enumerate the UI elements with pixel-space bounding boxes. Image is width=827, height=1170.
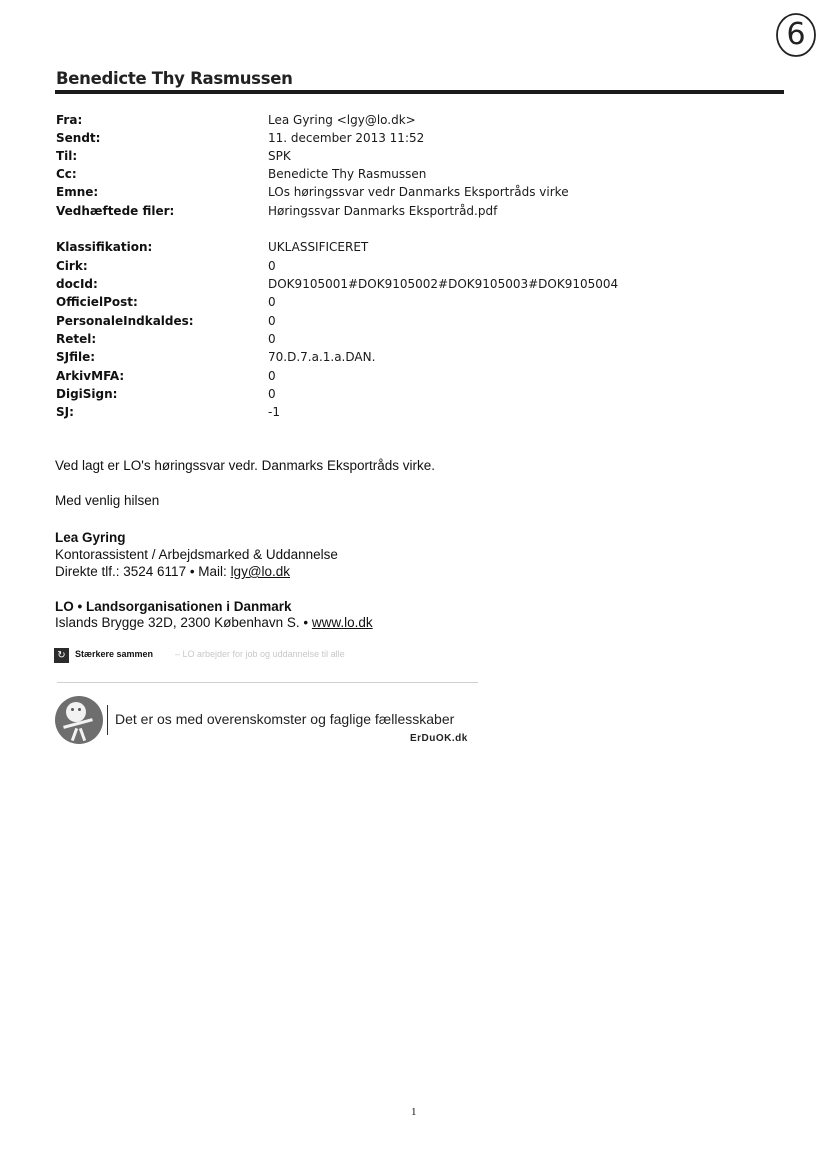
meta-label-officielpost: OfficielPost: xyxy=(56,295,138,309)
meta-value-cirk: 0 xyxy=(268,259,276,273)
signature-website-link[interactable]: www.lo.dk xyxy=(311,615,373,630)
field-value-to: SPK xyxy=(268,149,291,163)
field-label-subject: Emne: xyxy=(56,185,99,199)
signature-address: Islands Brygge 32D, 2300 København S. • xyxy=(55,615,312,630)
meta-value-officielpost: 0 xyxy=(268,295,276,309)
meta-value-arkivmfa: 0 xyxy=(268,369,276,383)
meta-label-cirk: Cirk: xyxy=(56,259,88,273)
signature-phone: Direkte tlf.: 3524 6117 • Mail: xyxy=(55,564,231,579)
campaign-site: ErDuOK.dk xyxy=(410,733,468,744)
field-value-subject: LOs høringssvar vedr Danmarks Eksportråds virke xyxy=(268,185,569,199)
field-label-from: Fra: xyxy=(56,113,83,127)
meta-value-docid: DOK9105001#DOK9105002#DOK9105003#DOK9105004 xyxy=(268,277,619,291)
meta-value-retel: 0 xyxy=(268,332,276,346)
meta-value-sjfile: 70.D.7.a.1.a.DAN. xyxy=(268,350,376,364)
meta-value-personaleindkaldes: 0 xyxy=(268,314,276,328)
field-label-to: Til: xyxy=(56,149,78,163)
meta-label-docid: docId: xyxy=(56,277,98,291)
message-body-line: Ved lagt er LO's høringssvar vedr. Danmarks Eksportråds virke. xyxy=(55,458,435,473)
erduok-logo-icon xyxy=(55,696,103,744)
page-mark-number: 6 xyxy=(786,17,806,52)
title-divider xyxy=(55,90,784,94)
signature-org: LO • Landsorganisationen i Danmark xyxy=(55,599,292,614)
banner-label: Stærkere sammen xyxy=(75,649,154,659)
signature-address-line xyxy=(55,615,373,630)
page-number: 1 xyxy=(411,1106,417,1118)
meta-value-sj: -1 xyxy=(268,405,280,419)
campaign-slogan: Det er os med overenskomster og faglige fællesskaber xyxy=(115,711,455,727)
handwritten-page-mark xyxy=(775,12,817,58)
meta-label-personaleindkaldes: PersonaleIndkaldes: xyxy=(56,314,194,328)
field-label-attachments: Vedhæftede filer: xyxy=(56,204,175,218)
meta-label-classification: Klassifikation: xyxy=(56,240,153,254)
meta-label-digisign: DigiSign: xyxy=(56,387,118,401)
field-value-cc: Benedicte Thy Rasmussen xyxy=(268,167,427,181)
meta-label-sj: SJ: xyxy=(56,405,74,419)
field-label-sent: Sendt: xyxy=(56,131,101,145)
signature-role: Kontorassistent / Arbejdsmarked & Uddannelse xyxy=(55,547,338,562)
signature-contact xyxy=(55,564,290,579)
field-value-from: Lea Gyring <lgy@lo.dk> xyxy=(268,113,416,127)
meta-label-arkivmfa: ArkivMFA: xyxy=(56,369,125,383)
field-value-sent: 11. december 2013 11:52 xyxy=(268,131,425,145)
meta-value-digisign: 0 xyxy=(268,387,276,401)
lo-logo-icon: ↻ xyxy=(54,648,69,663)
banner-tagline: – LO arbejder for job og uddannelse til alle xyxy=(175,649,345,659)
recipient-name-title: Benedicte Thy Rasmussen xyxy=(56,69,293,88)
meta-value-classification: UKLASSIFICERET xyxy=(268,240,369,254)
campaign-separator xyxy=(107,705,108,735)
signature-email-link[interactable]: lgy@lo.dk xyxy=(230,564,291,579)
signature-name: Lea Gyring xyxy=(55,530,126,545)
field-label-cc: Cc: xyxy=(56,167,77,181)
signature-divider xyxy=(57,682,478,683)
field-value-attachments: Høringssvar Danmarks Eksportråd.pdf xyxy=(268,204,498,218)
meta-label-sjfile: SJfile: xyxy=(56,350,96,364)
message-greeting: Med venlig hilsen xyxy=(55,493,160,508)
meta-label-retel: Retel: xyxy=(56,332,97,346)
